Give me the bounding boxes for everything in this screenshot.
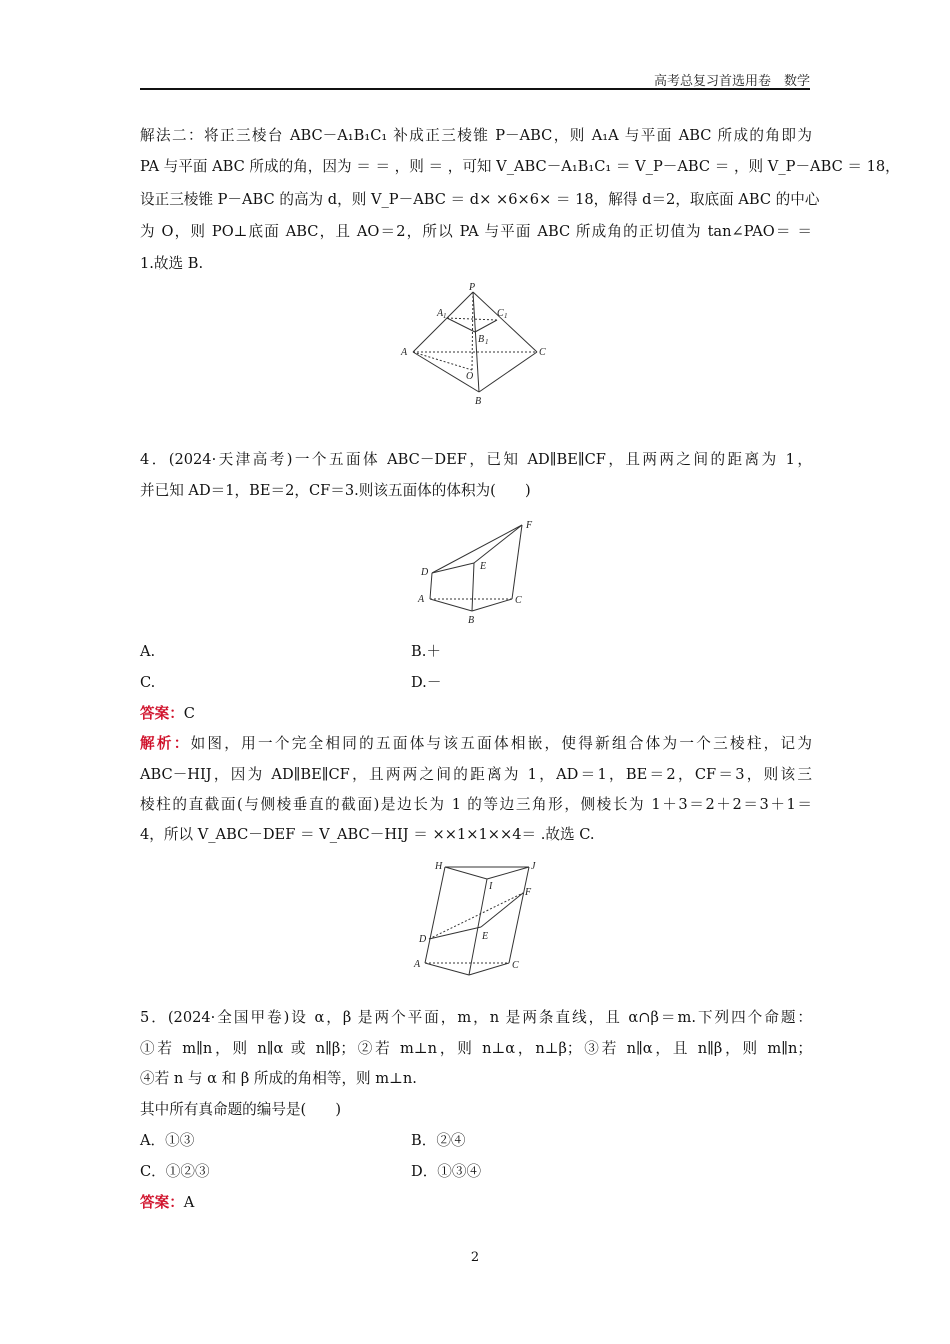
solution-line-1: 解法二：将正三棱台 ABC－A₁B₁C₁ 补成正三棱锥 P－ABC，则 A₁A 与平面 ABC 所成的角即为 [140,127,812,144]
fig1-label-A: A [401,347,408,358]
fig2-label-A: A [418,594,425,605]
solution-line-4: 为 O，则 PO⊥底面 ABC，且 AO＝2，所以 PA 与平面 ABC 所成角的正切值为 tan∠PAO＝ ＝ [140,223,812,240]
fig1-sub-B1: 1 [485,338,489,346]
fig2-label-E: E [480,561,487,572]
fig2-label-C: C [515,595,522,606]
header-rule [140,88,810,90]
figure-pyramid [395,282,555,410]
q5-option-d: D．①③④ [411,1163,482,1180]
q5-line-3: ④若 n 与 α 和 β 所成的角相等，则 m⊥n. [140,1070,417,1087]
q5-line-1: 5．(2024·全国甲卷)设 α，β 是两个平面，m，n 是两条直线，且 α∩β＝m.下列四个命题： [140,1009,812,1026]
q4-analysis-line-4: 4，所以 V_ABC－DEF ＝ V_ABC－HIJ ＝ ××1×1××4＝ .故选 C. [140,826,595,843]
fig3-label-D: D [419,934,427,945]
fig1-label-C: C [539,347,546,358]
fig1-sub-A1: 1 [443,312,447,320]
fig1-label-B1: B [478,334,485,345]
figure-prism [405,855,550,983]
fig3-label-H: H [435,861,443,872]
q4-analysis-text-1: 如图，用一个完全相同的五面体与该五面体相嵌，使得新组合体为一个三棱柱，记为 [190,735,812,752]
q4-analysis-line-3: 棱柱的直截面(与侧棱垂直的截面)是边长为 1 的等边三角形，侧棱长为 1＋3＝2＋2＝3＋1＝ [140,796,812,813]
fig3-label-E: E [482,931,489,942]
q4-option-a: A. [140,643,156,660]
q5-answer [140,1193,812,1213]
q4-answer-value: C [183,705,195,722]
fig2-label-F: F [526,520,533,531]
q5-line-2: ①若 m∥n，则 n∥α 或 n∥β；②若 m⊥n，则 n⊥α，n⊥β；③若 n∥α，且 n∥β，则 m∥n； [140,1040,812,1057]
fig3-label-I: I [489,881,493,892]
q4-option-d: D.－ [411,674,442,691]
q4-analysis-label: 解析： [140,735,191,752]
fig1-label-A1: A [437,308,444,319]
q4-line-2: 并已知 AD＝1，BE＝2，CF＝3.则该五面体的体积为( ) [140,482,531,499]
page-header: 高考总复习首选用卷 数学 [653,74,810,89]
q5-answer-label: 答案： [140,1194,184,1211]
q4-line-1: 4．(2024·天津高考)一个五面体 ABC－DEF，已知 AD∥BE∥CF，且两两之间的距离为 1， [140,451,812,468]
q4-option-b: B.＋ [411,643,441,660]
q5-line-4: 其中所有真命题的编号是( ) [140,1101,342,1118]
fig3-label-J: J [531,861,536,872]
q4-option-c: C. [140,674,156,691]
q5-option-b: B．②④ [411,1132,466,1149]
solution-line-3: 设正三棱锥 P－ABC 的高为 d，则 V_P－ABC ＝ d× ×6×6× ＝ 18，解得 d＝2，取底面 ABC 的中心 [140,191,820,208]
solution-line-2: PA 与平面 ABC 所成的角，因为 ＝ ＝ ，则 ＝ ，可知 V_ABC－A₁B₁C₁ ＝ V_P－ABC ＝ ，则 V_P－ABC ＝ 18， [140,158,900,175]
fig1-label-B: B [475,396,482,407]
q4-answer [140,704,812,724]
fig3-label-C: C [512,960,519,971]
q5-option-a: A．①③ [140,1132,195,1149]
q4-analysis-line-2: ABC－HIJ，因为 AD∥BE∥CF，且两两之间的距离为 1，AD＝1，BE＝2，CF＝3，则该三 [140,766,812,783]
q4-analysis-line-1 [140,734,812,754]
fig3-label-F: F [525,887,532,898]
fig2-label-D: D [421,567,429,578]
solution-line-5: 1.故选 B. [140,255,204,272]
page-number: 2 [470,1250,480,1265]
q5-answer-value: A [183,1194,195,1211]
fig3-label-A: A [414,959,421,970]
fig2-label-B: B [468,615,475,626]
fig1-label-C1: C [497,308,504,319]
q5-option-c: C．①②③ [140,1163,210,1180]
q4-answer-label: 答案： [140,705,184,722]
fig1-sub-C1: 1 [504,312,508,320]
figure-pentahedron [410,515,540,627]
fig1-label-P: P [469,282,476,293]
fig1-label-O: O [466,371,474,382]
